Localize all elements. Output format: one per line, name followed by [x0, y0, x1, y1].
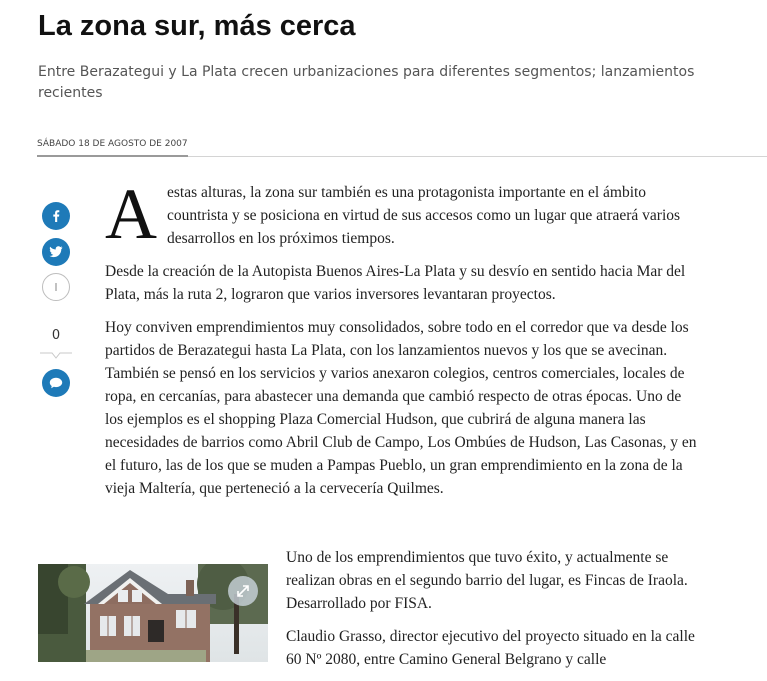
more-share-button[interactable] [42, 273, 70, 301]
drop-cap: A [105, 174, 157, 254]
comment-bubble-icon [49, 377, 63, 389]
article-paragraph: Claudio Grasso, director ejecutivo del proyecto situado en la calle 60 Nº 2080, entre Camino General Belgrano y calle [286, 628, 695, 668]
article-paragraph: Desde la creación de la Autopista Buenos Aires-La Plata y su desvío en sentido hacia Mar del Plata, más la ruta 2, lograron que varios inversores levantaran proyectos. [105, 263, 686, 303]
article-body [105, 174, 700, 510]
article-paragraph: Hoy conviven emprendimientos muy consolidados, sobre todo en el corredor que va desde los partidos de Berazategui hasta La Plata, con los lanzamientos nuevos y los que se avecinan. También se pensó en los servicios y varios anexaron colegios, centros comerciales, locales de ropa, en cercanías, para abastecer una demanda que cambió respecto de otras épocas. Uno de los ejemplos es el shopping Plaza Comercial Hudson, que cubrirá de alguna manera las necesidades de barrios como Abril Club de Campo, Los Ombúes de Hudson, Las Casonas, y en el futuro, las de los que se muden a Pampas Pueblo, un gran emprendimiento en la zona de la vieja Maltería, que perteneció a la cervecería Quilmes. [105, 319, 697, 497]
facebook-share-button[interactable] [42, 202, 70, 230]
photo-expand-button[interactable] [228, 576, 258, 606]
article-paragraph [105, 174, 700, 254]
paragraph-text: estas alturas, la zona sur también es una protagonista importante en el ámbito countrista y se posiciona en virtud de sus accesos como un lugar que atraerá varios desarrollos en los próximos tiempos. [167, 184, 681, 247]
article-headline: La zona sur, más cerca [38, 10, 356, 42]
dateline-underline [37, 155, 188, 157]
comment-count: 0 [51, 328, 61, 343]
article-dateline: SÁBADO 18 DE AGOSTO DE 2007 [37, 139, 188, 149]
article-paragraph: Uno de los emprendimientos que tuvo éxito, y actualmente se realizan obras en el segundo barrio del lugar, es Fincas de Iraola. Desarrollado por FISA. [286, 549, 688, 612]
twitter-share-button[interactable] [42, 238, 70, 266]
article-side-text [286, 546, 706, 681]
twitter-icon [49, 246, 63, 258]
article-subtitle: Entre Berazategui y La Plata crecen urbanizaciones para diferentes segmentos; lanzamientos recientes [38, 64, 695, 101]
plus-icon [51, 282, 61, 292]
expand-arrows-icon [235, 583, 251, 599]
comment-divider-chevron [40, 350, 72, 360]
comments-button[interactable] [42, 369, 70, 397]
facebook-icon [49, 209, 63, 223]
